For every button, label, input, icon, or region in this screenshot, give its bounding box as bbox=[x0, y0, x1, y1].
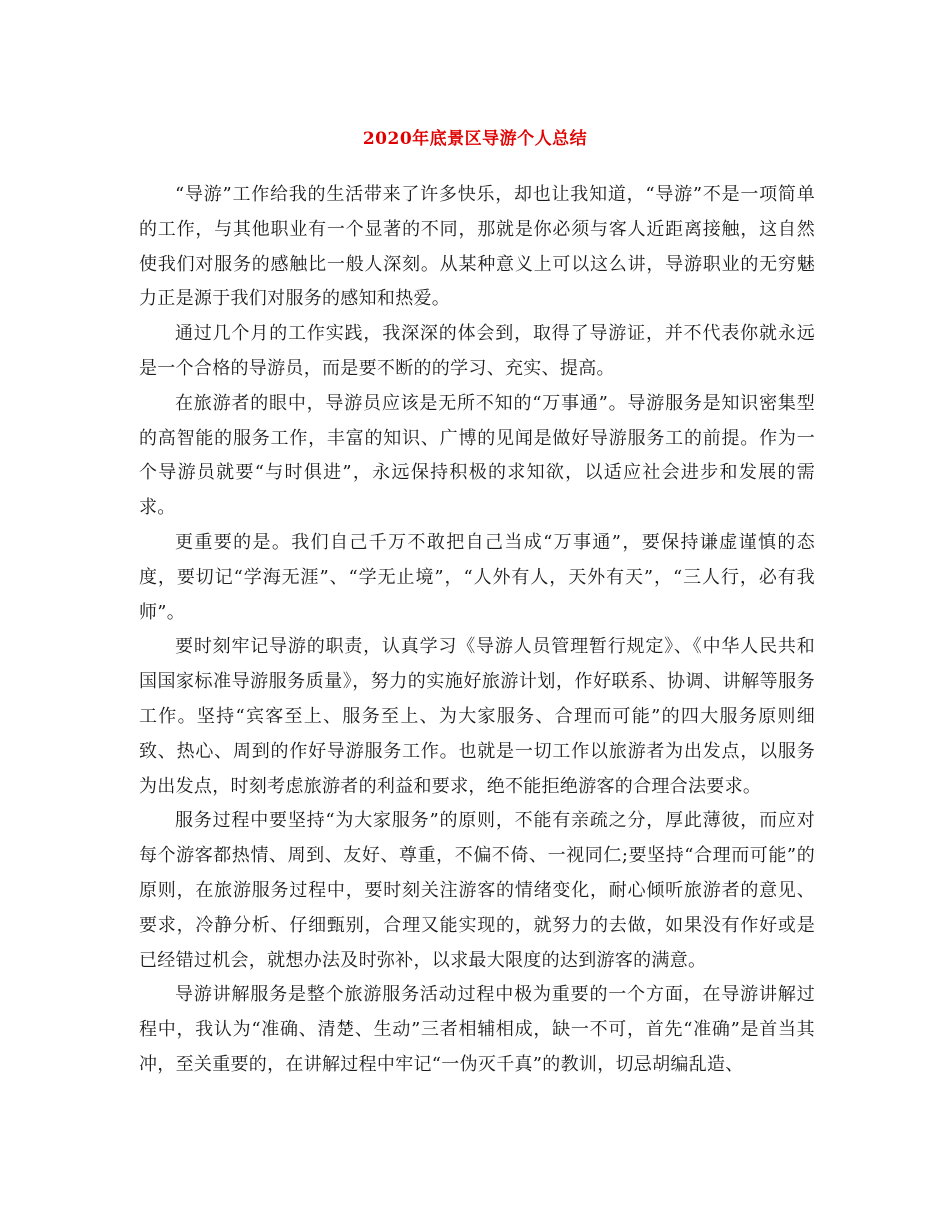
paragraph: 导游讲解服务是整个旅游服务活动过程中极为重要的一个方面，在导游讲解过程中，我认为“准确、清楚、生动”三者相辅相成，缺一不可，首先“准确”是首当其冲，至关重要的，在讲解过程中牢记“一伪灭千真”的教训，切忌胡编乱造、 bbox=[139, 984, 815, 1075]
document-body bbox=[139, 178, 815, 1083]
paragraph: 通过几个月的工作实践，我深深的体会到，取得了导游证，并不代表你就永远是一个合格的导游员，而是要不断的的学习、充实、提高。 bbox=[139, 323, 815, 379]
document-title: 2020年底景区导游个人总结 bbox=[362, 129, 588, 149]
paragraph: “导游”工作给我的生活带来了许多快乐，却也让我知道，“导游”不是一项简单的工作，与其他职业有一个显著的不同，那就是你必须与客人近距离接触，这自然使我们对服务的感触比一般人深刻。从某种意义上可以这么讲，导游职业的无穷魅力正是源于我们对服务的感知和热爱。 bbox=[139, 184, 815, 310]
paragraph: 在旅游者的眼中，导游员应该是无所不知的“万事通”。导游服务是知识密集型的高智能的服务工作，丰富的知识、广博的见闻是做好导游服务工的前提。作为一个导游员就要“与时俱进”，永远保持积极的求知欲，以适应社会进步和发展的需求。 bbox=[139, 392, 815, 519]
paragraph: 要时刻牢记导游的职责，认真学习《导游人员管理暂行规定》、《中华人民共和国国家标准导游服务质量》，努力的实施好旅游计划，作好联系、协调、讲解等服务工作。坚持“宾客至上、服务至上、为大家服务、合理而可能”的四大服务原则细致、热心、周到的作好导游服务工作。也就是一切工作以旅游者为出发点，以服务为出发点，时刻考虑旅游者的利益和要求，绝不能拒绝游客的合理合法要求。 bbox=[139, 636, 815, 797]
paragraph: 更重要的是。我们自己千万不敢把自己当成“万事通”，要保持谦虚谨慎的态度，要切记“学海无涯”、“学无止境”，“人外有人，天外有天”，“三人行，必有我师”。 bbox=[139, 531, 815, 623]
paragraph: 服务过程中要坚持“为大家服务”的原则，不能有亲疏之分，厚此薄彼，而应对每个游客都热情、周到、友好、尊重，不偏不倚、一视同仁;要坚持“合理而可能”的原则，在旅游服务过程中，要时刻关注游客的情绪变化，耐心倾听旅游者的意见、要求，冷静分析、仔细甄别，合理又能实现的，就努力的去做，如果没有作好或是已经错过机会，就想办法及时弥补，以求最大限度的达到游客的满意。 bbox=[139, 810, 815, 971]
